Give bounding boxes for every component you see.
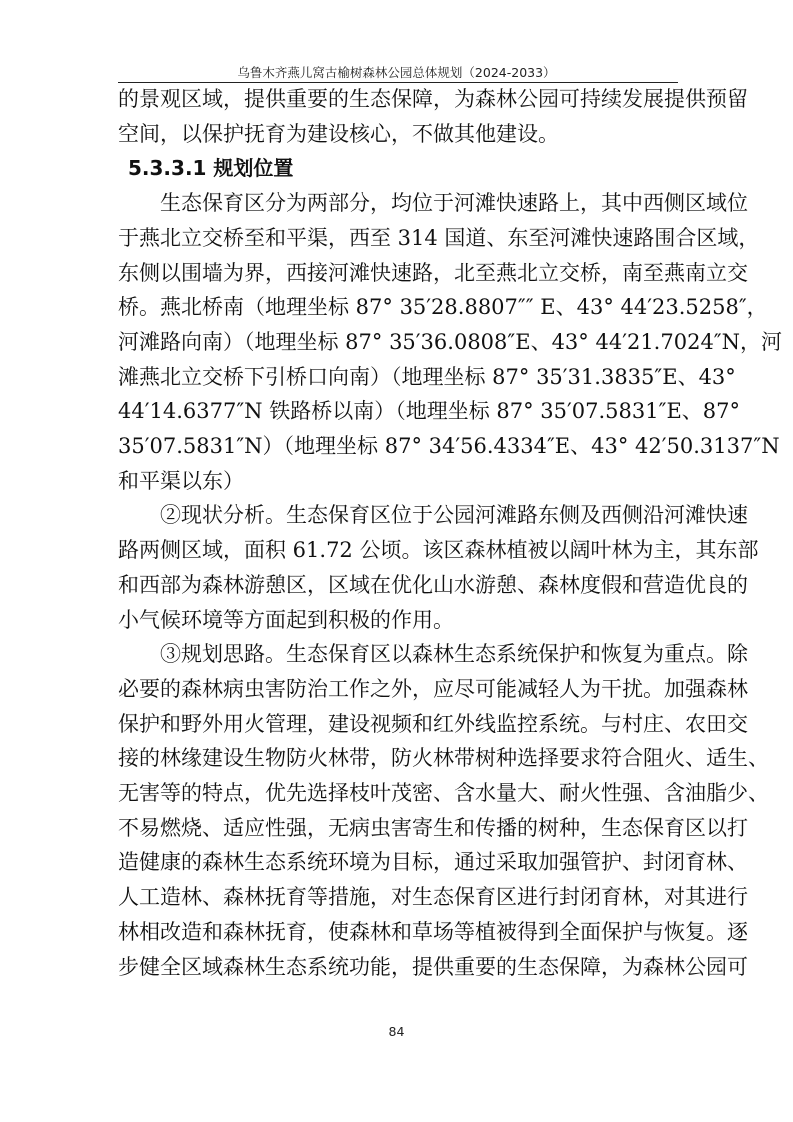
text-line: 和平渠以东） <box>118 468 244 493</box>
text-line: 必要的森林病虫害防治工作之外，应尽可能减轻人为干扰。加强森林 <box>118 676 748 701</box>
text-line: 44′14.6377″N 铁路桥以南）（地理坐标 87° 35′07.5831″E、87° <box>118 399 741 424</box>
text-line: 生态保育区分为两部分，均位于河滩快速路上，其中西侧区域位 <box>160 191 748 216</box>
text-line: 河滩路向南）（地理坐标 87° 35′36.0808″E、43° 44′21.7024″N，河 <box>118 329 783 354</box>
text-line: 保护和野外用火管理，建设视频和红外线监控系统。与村庄、农田交 <box>118 711 748 736</box>
text-line: 和西部为森林游憩区，区域在优化山水游憩、森林度假和营造优良的 <box>118 572 748 597</box>
text-line: 不易燃烧、适应性强，无病虫害寄生和传播的树种，生态保育区以打 <box>118 815 748 840</box>
text-line: 35′07.5831″N）（地理坐标 87° 34′56.4334″E、43° 42′50.3137″N <box>118 434 780 459</box>
text-line: 接的林缘建设生物防火林带，防火林带树种选择要求符合阻火、适生、 <box>118 746 769 771</box>
text-line: 小气候环境等方面起到积极的作用。 <box>118 607 454 632</box>
section-heading: 5.3.3.1 规划位置 <box>128 156 294 181</box>
text-line: 的景观区域，提供重要的生态保障，为森林公园可持续发展提供预留 <box>118 87 748 111</box>
text-line: 无害等的特点，优先选择枝叶茂密、含水量大、耐火性强、含油脂少、 <box>118 781 769 806</box>
paragraph <box>118 82 748 151</box>
text-line: 人工造林、森林抚育等措施，对生态保育区进行封闭育林，对其进行 <box>118 885 748 910</box>
text-line: 桥。燕北桥南（地理坐标 87° 35′28.8807″″ E、43° 44′23.5258″， <box>118 295 768 320</box>
paragraph <box>118 186 783 498</box>
text-line: 东侧以围墙为界，西接河滩快速路，北至燕北立交桥，南至燕南立交 <box>118 260 748 285</box>
text-line: 林相改造和森林抚育，使森林和草场等植被得到全面保护与恢复。逐 <box>118 919 748 944</box>
page-header-title: 乌鲁木齐燕儿窝古榆树森林公园总体规划（2024-2033） <box>237 65 556 80</box>
text-line: 滩燕北立交桥下引桥口向南）（地理坐标 87° 35′31.3835″E、43° <box>118 364 736 389</box>
text-line: 步健全区域森林生态系统功能，提供重要的生态保障，为森林公园可 <box>118 954 748 979</box>
text-line: 造健康的森林生态系统环境为目标，通过采取加强管护、封闭育林、 <box>118 850 748 875</box>
document-body <box>118 82 783 984</box>
text-line: 于燕北立交桥至和平渠，西至 314 国道、东至河滩快速路围合区域， <box>118 225 760 250</box>
text-line: 空间，以保护抚育为建设核心，不做其他建设。 <box>118 121 559 146</box>
text-line: ②现状分析。生态保育区位于公园河滩路东侧及西侧沿河滩快速 <box>160 503 748 528</box>
text-line: ③规划思路。生态保育区以森林生态系统保护和恢复为重点。除 <box>160 642 748 667</box>
paragraph <box>118 498 759 637</box>
text-line: 路两侧区域，面积 61.72 公顷。该区森林植被以阔叶林为主，其东部 <box>118 538 759 563</box>
paragraph <box>118 637 769 984</box>
page-number: 84 <box>388 1024 405 1039</box>
